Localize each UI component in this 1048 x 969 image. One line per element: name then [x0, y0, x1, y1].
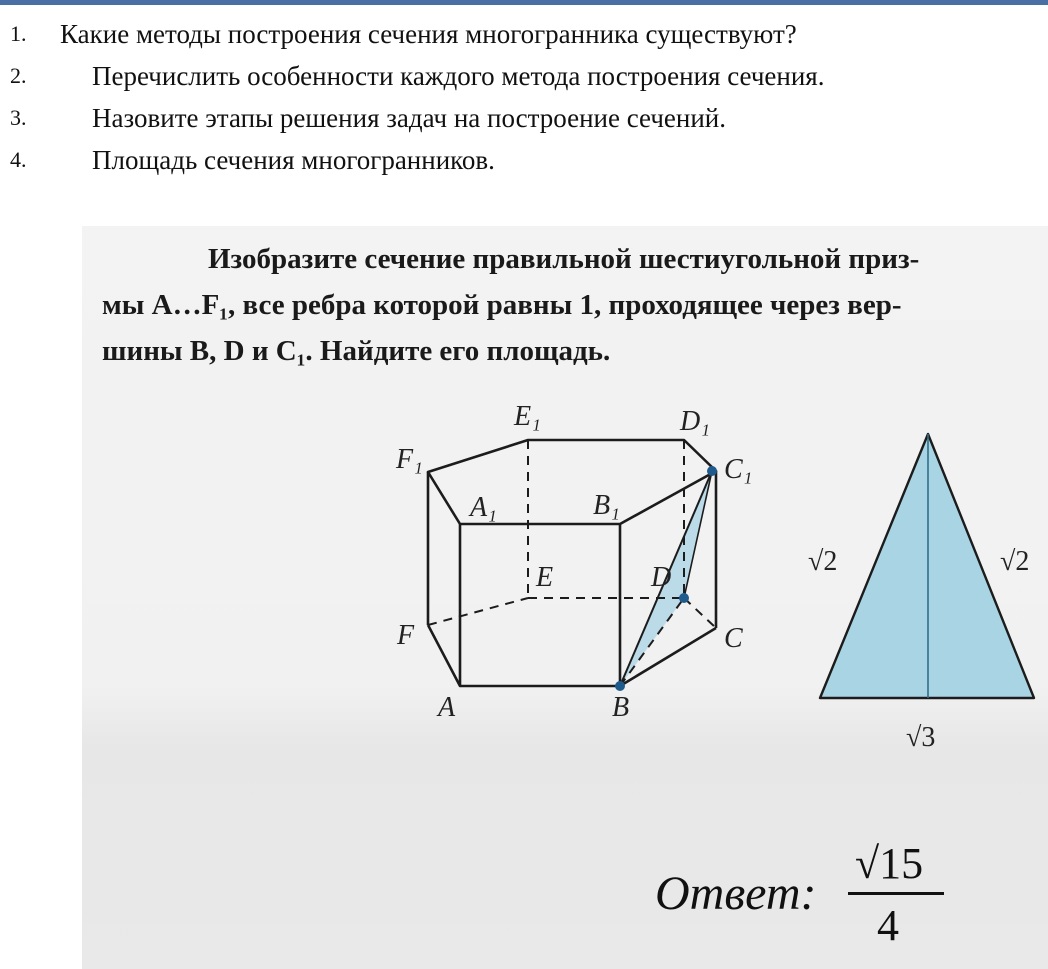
label-d: D [651, 562, 672, 593]
label-b1: B₁ [593, 490, 620, 521]
label-f: F [397, 620, 415, 651]
triangle-right-side-label: √2 [1000, 546, 1030, 577]
label-b: B [612, 692, 630, 723]
question-text: Перечислить особенности каждого метода построения сечения. [92, 61, 825, 91]
answer-numerator: √15 [855, 839, 924, 888]
question-text: Назовите этапы решения задач на построение сечений. [92, 103, 726, 133]
fraction-bar [848, 892, 944, 895]
answer-word: Ответ [655, 867, 801, 920]
visible-edges [428, 440, 716, 686]
point-c1 [707, 466, 717, 476]
label-c1: C₁ [724, 454, 753, 485]
answer-label [655, 866, 816, 921]
label-f1: F₁ [396, 444, 423, 475]
point-d [679, 593, 689, 603]
question-number: 3. [10, 105, 27, 130]
question-number: 1. [10, 21, 27, 46]
label-d1: D₁ [680, 406, 710, 437]
label-c: C [724, 623, 743, 654]
question-text: Какие методы построения сечения многогранника существуют? [60, 19, 797, 49]
task-line-3: шины B, D и C₁. Найдите его площадь. [102, 335, 611, 367]
label-e1: E₁ [514, 401, 541, 432]
task-line-1: Изобразите сечение правильной шестиугольной приз- [208, 243, 920, 275]
question-text: Площадь сечения многогранников. [92, 145, 495, 175]
label-a: A [438, 692, 456, 723]
point-b [615, 681, 625, 691]
answer-block [655, 838, 955, 958]
answer-denominator: 4 [877, 901, 899, 950]
question-number: 2. [10, 63, 27, 88]
question-number: 4. [10, 147, 27, 172]
answer-colon: : [800, 867, 817, 920]
triangle-left-side-label: √2 [808, 546, 838, 577]
triangle-base-label: √3 [906, 722, 936, 753]
task-line-2: мы A…F₁, все ребра которой равны 1, проходящее через вер- [102, 289, 902, 321]
label-e: E [536, 562, 554, 593]
label-a1: A₁ [470, 492, 497, 523]
